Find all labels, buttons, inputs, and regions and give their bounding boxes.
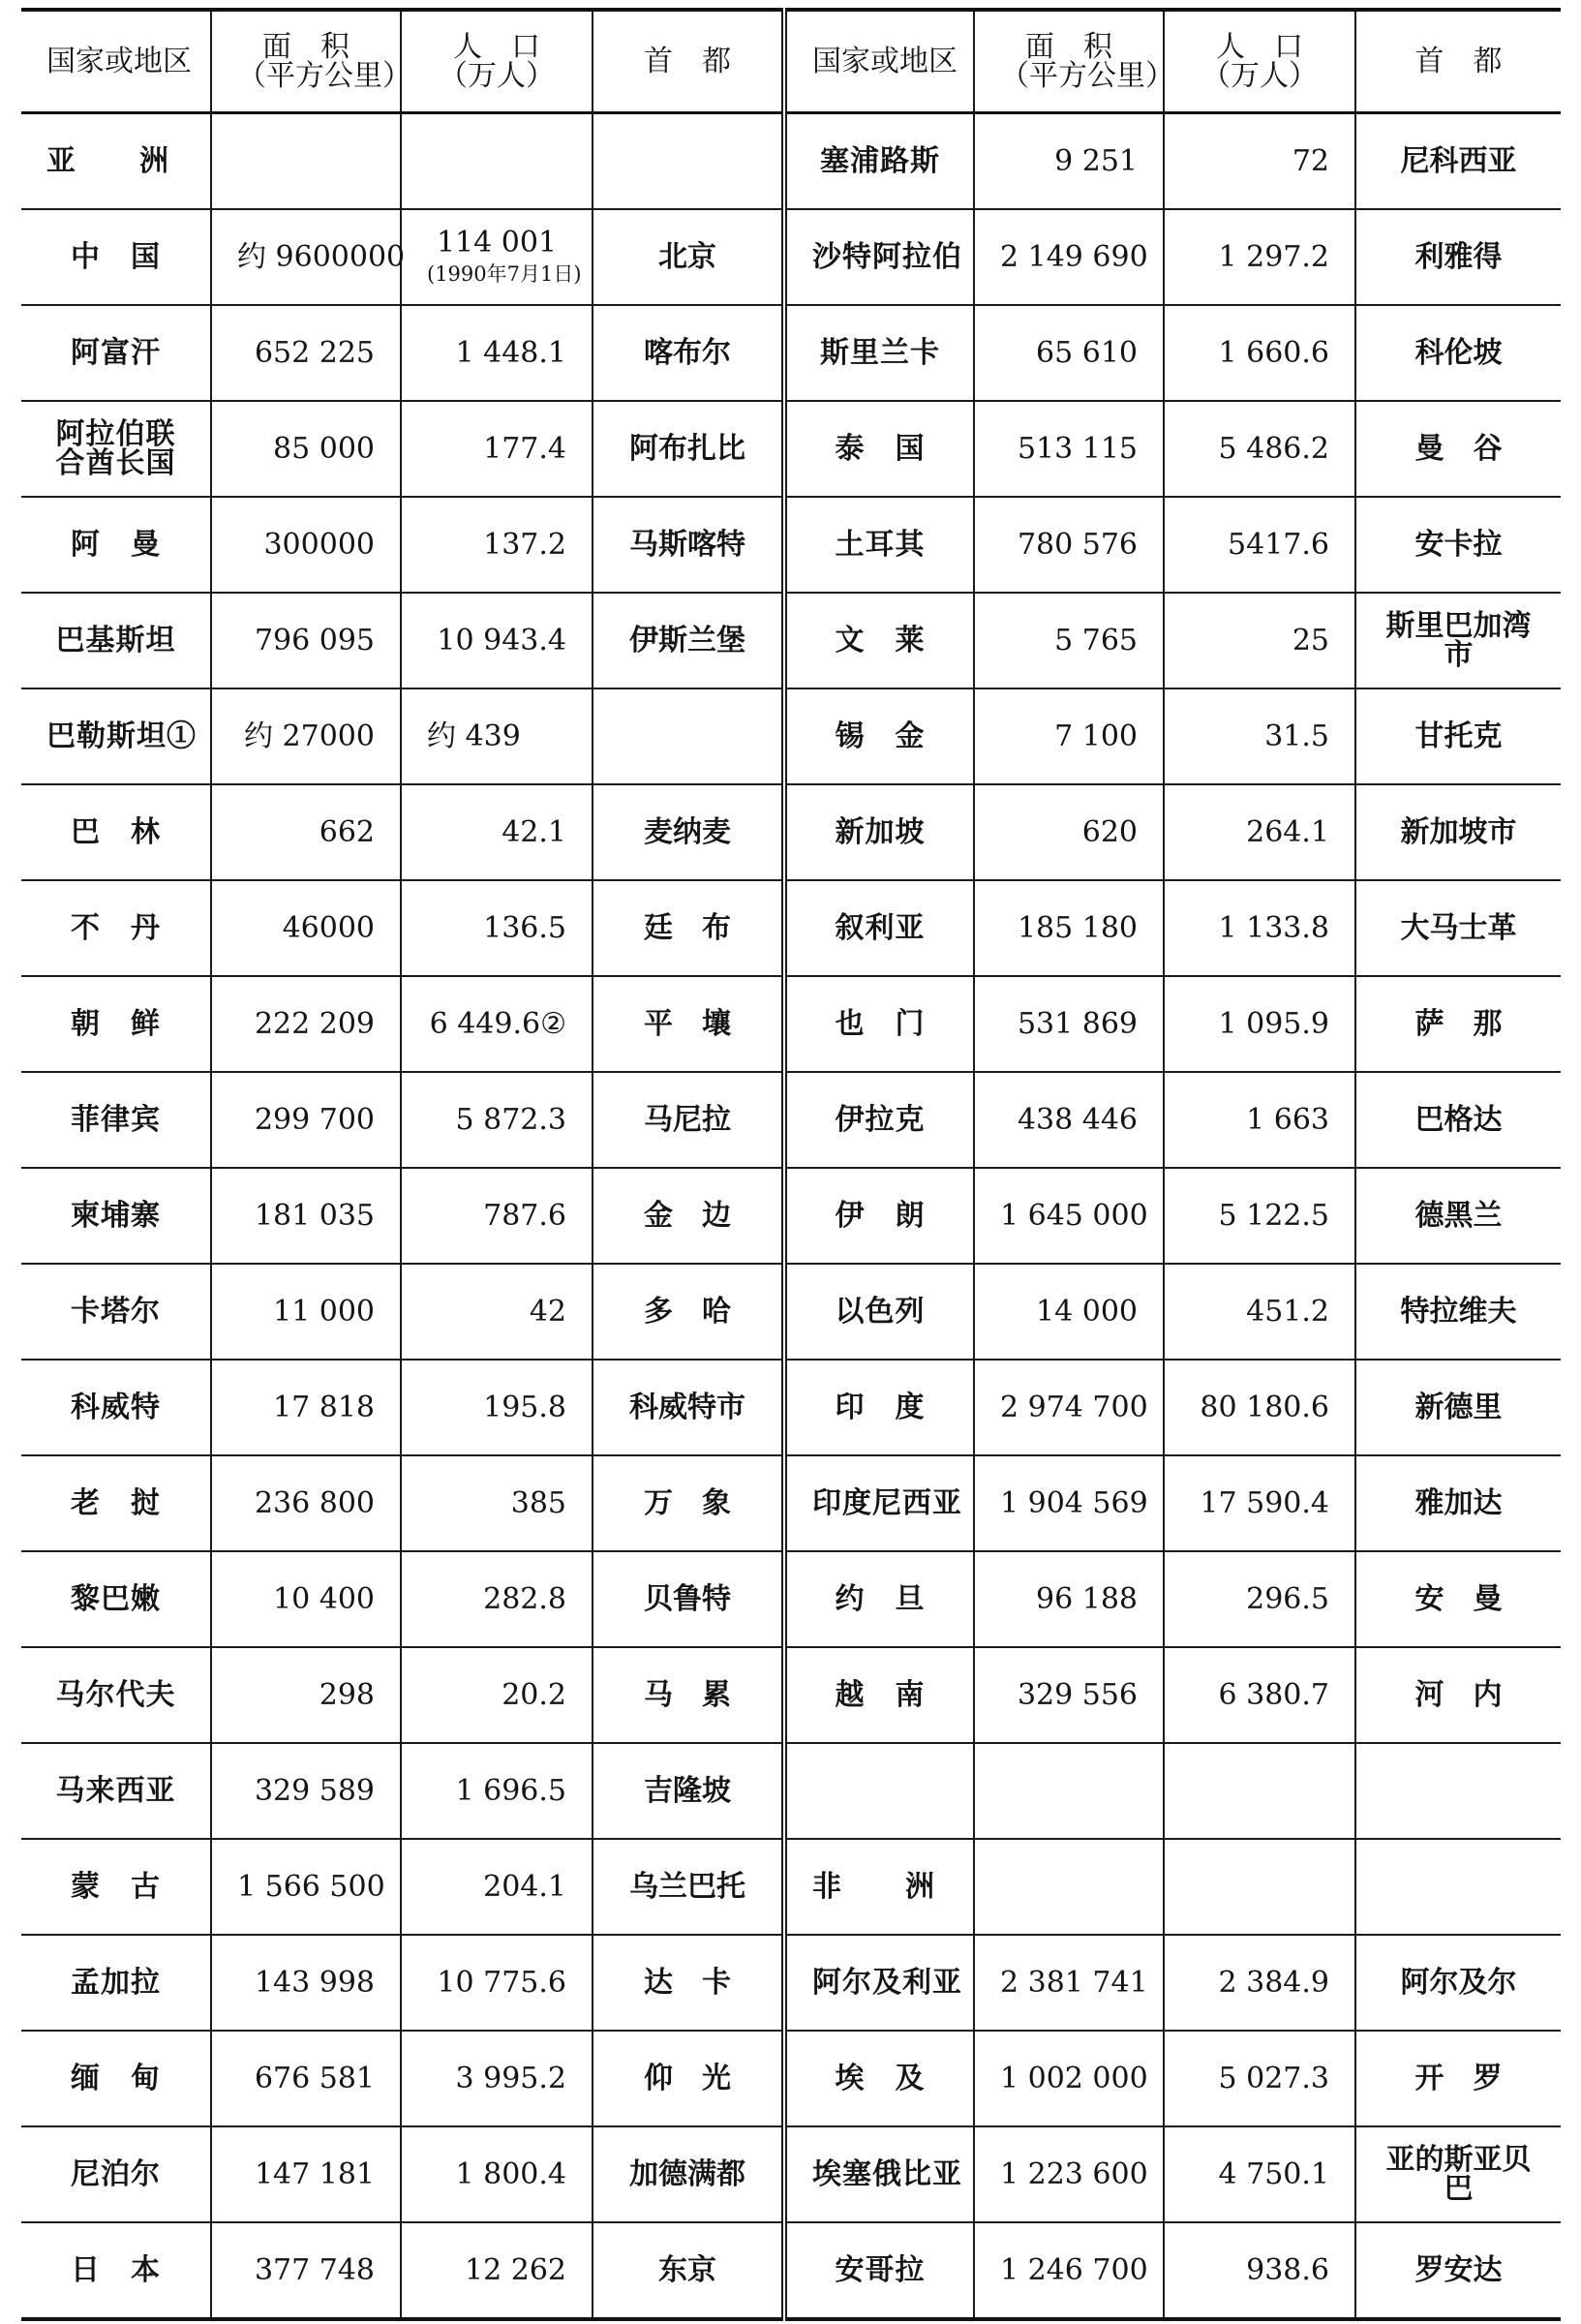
table-row	[21, 497, 1561, 593]
capital-cell: 安 曼	[1355, 1551, 1561, 1647]
table-row	[21, 880, 1561, 976]
area-cell: 620	[974, 784, 1164, 880]
area-cell: 780 576	[974, 497, 1164, 593]
capital-cell: 开 罗	[1355, 2031, 1561, 2126]
population-cell: 约 439	[401, 688, 593, 784]
country-cell: 阿富汗	[21, 305, 211, 401]
population-cell: 385	[401, 1455, 593, 1551]
capital-cell: 科伦坡	[1355, 305, 1561, 401]
area-cell: 300000	[211, 497, 401, 593]
area-cell: 652 225	[211, 305, 401, 401]
area-cell: 329 556	[974, 1647, 1164, 1743]
area-cell: 2 381 741	[974, 1935, 1164, 2031]
population-cell: 5 122.5	[1164, 1168, 1355, 1264]
header-area-unit: （平方公里）	[1000, 58, 1174, 93]
population-cell: 72	[1164, 113, 1355, 210]
country-cell: 约 旦	[784, 1551, 974, 1647]
area-cell: 11 000	[211, 1264, 401, 1360]
population-cell: 10 943.4	[401, 593, 593, 688]
capital-cell: 河 内	[1355, 1647, 1561, 1743]
country-cell: 蒙 古	[21, 1839, 211, 1935]
table-row	[21, 401, 1561, 497]
country-cell: 科威特	[21, 1360, 211, 1455]
capital-cell: 仰 光	[593, 2031, 784, 2126]
country-cell: 印 度	[784, 1360, 974, 1455]
country-cell: 不 丹	[21, 880, 211, 976]
population-cell: 31.5	[1164, 688, 1355, 784]
country-cell: 印度尼西亚	[784, 1455, 974, 1551]
table-row	[21, 1455, 1561, 1551]
country-cell: 黎巴嫩	[21, 1551, 211, 1647]
area-cell: 1 645 000	[974, 1168, 1164, 1264]
population-cell: 264.1	[1164, 784, 1355, 880]
capital-cell: 雅加达	[1355, 1455, 1561, 1551]
country-cell: 巴基斯坦	[21, 593, 211, 688]
area-cell: 14 000	[974, 1264, 1164, 1360]
country-cell: 中 国	[21, 209, 211, 305]
table-row	[21, 113, 1561, 210]
country-cell: 老 挝	[21, 1455, 211, 1551]
country-cell: 埃塞俄比亚	[784, 2126, 974, 2222]
table-row	[21, 1839, 1561, 1935]
capital-cell: 吉隆坡	[593, 1743, 784, 1839]
population-cell: 5 486.2	[1164, 401, 1355, 497]
area-cell: 7 100	[974, 688, 1164, 784]
area-cell: 1 246 700	[974, 2222, 1164, 2319]
header-area-left	[211, 10, 411, 113]
header-pop-label: 人 口	[1216, 29, 1303, 64]
country-cell	[784, 1743, 974, 1839]
population-cell: 1 800.4	[401, 2126, 593, 2222]
area-cell: 1 904 569	[974, 1455, 1164, 1551]
capital-cell	[593, 688, 784, 784]
header-area-label: 面 积	[1025, 29, 1112, 64]
table-row	[21, 2031, 1561, 2126]
country-cell: 朝 鲜	[21, 976, 211, 1072]
table-row	[21, 688, 1561, 784]
country-cell: 塞浦路斯	[784, 113, 974, 210]
table-row	[21, 2126, 1561, 2222]
capital-cell	[593, 113, 784, 210]
population-cell: 12 262	[401, 2222, 593, 2319]
area-cell: 65 610	[974, 305, 1164, 401]
table-row	[21, 1072, 1561, 1168]
population-cell: 1 660.6	[1164, 305, 1355, 401]
population-cell: 1 297.2	[1164, 209, 1355, 305]
area-cell: 222 209	[211, 976, 401, 1072]
country-cell: 土耳其	[784, 497, 974, 593]
area-cell: 147 181	[211, 2126, 401, 2222]
capital-cell: 喀布尔	[593, 305, 784, 401]
section-heading: 非 洲	[784, 1839, 974, 1935]
header-row	[21, 10, 1561, 113]
area-cell: 662	[211, 784, 401, 880]
capital-cell: 万 象	[593, 1455, 784, 1551]
country-cell: 沙特阿拉伯	[784, 209, 974, 305]
header-capital-right: 首 都	[1355, 10, 1561, 113]
table-row	[21, 1168, 1561, 1264]
area-cell: 约 27000	[211, 688, 401, 784]
area-cell: 2 149 690	[974, 209, 1164, 305]
population-cell: 177.4	[401, 401, 593, 497]
population-cell: 1 663	[1164, 1072, 1355, 1168]
header-pop-right	[1164, 10, 1355, 113]
country-cell: 伊 朗	[784, 1168, 974, 1264]
capital-cell	[1355, 1743, 1561, 1839]
population-cell: 5 027.3	[1164, 2031, 1355, 2126]
area-cell: 299 700	[211, 1072, 401, 1168]
table-row	[21, 593, 1561, 688]
population-cell: 42.1	[401, 784, 593, 880]
table-row	[21, 784, 1561, 880]
section-heading: 亚 洲	[21, 113, 211, 210]
capital-cell: 新加坡市	[1355, 784, 1561, 880]
population-cell: 10 775.6	[401, 1935, 593, 2031]
population-value: 114 001	[436, 225, 558, 260]
capital-cell: 斯里巴加湾市	[1355, 593, 1561, 688]
country-cell: 巴 林	[21, 784, 211, 880]
population-cell: 20.2	[401, 1647, 593, 1743]
country-cell: 也 门	[784, 976, 974, 1072]
country-cell: 阿尔及利亚	[784, 1935, 974, 2031]
capital-cell: 贝鲁特	[593, 1551, 784, 1647]
capital-cell: 萨 那	[1355, 976, 1561, 1072]
header-country-right: 国家或地区	[784, 10, 974, 113]
area-cell: 181 035	[211, 1168, 401, 1264]
population-date-note: (1990年7月1日)	[427, 261, 582, 286]
capital-cell: 麦纳麦	[593, 784, 784, 880]
population-cell	[1164, 1839, 1355, 1935]
population-cell: 6 380.7	[1164, 1647, 1355, 1743]
capital-cell: 安卡拉	[1355, 497, 1561, 593]
population-cell: 204.1	[401, 1839, 593, 1935]
population-cell: 17 590.4	[1164, 1455, 1355, 1551]
area-cell: 2 974 700	[974, 1360, 1164, 1455]
capital-cell: 平 壤	[593, 976, 784, 1072]
area-cell: 1 223 600	[974, 2126, 1164, 2222]
population-cell: 451.2	[1164, 1264, 1355, 1360]
area-cell: 96 188	[974, 1551, 1164, 1647]
area-cell: 236 800	[211, 1455, 401, 1551]
country-data-table	[21, 8, 1561, 2321]
population-cell	[401, 209, 593, 305]
table-row	[21, 2222, 1561, 2319]
area-cell: 796 095	[211, 593, 401, 688]
area-cell: 185 180	[974, 880, 1164, 976]
header-capital-left: 首 都	[593, 10, 784, 113]
capital-cell: 马 累	[593, 1647, 784, 1743]
header-area-unit: （平方公里）	[237, 58, 411, 93]
capital-cell: 乌兰巴托	[593, 1839, 784, 1935]
area-cell	[974, 1743, 1164, 1839]
population-cell: 25	[1164, 593, 1355, 688]
country-cell: 伊拉克	[784, 1072, 974, 1168]
country-cell: 马来西亚	[21, 1743, 211, 1839]
area-cell: 329 589	[211, 1743, 401, 1839]
table-row	[21, 1743, 1561, 1839]
country-cell: 叙利亚	[784, 880, 974, 976]
capital-cell: 伊斯兰堡	[593, 593, 784, 688]
capital-cell: 阿尔及尔	[1355, 1935, 1561, 2031]
table-row	[21, 209, 1561, 305]
table-row	[21, 1935, 1561, 2031]
area-cell: 298	[211, 1647, 401, 1743]
header-pop-unit: （万人）	[1201, 58, 1318, 93]
country-cell: 马尔代夫	[21, 1647, 211, 1743]
header-area-right	[974, 10, 1174, 113]
population-cell: 80 180.6	[1164, 1360, 1355, 1455]
country-cell: 柬埔寨	[21, 1168, 211, 1264]
country-cell: 锡 金	[784, 688, 974, 784]
capital-cell: 加德满都	[593, 2126, 784, 2222]
area-cell: 513 115	[974, 401, 1164, 497]
capital-cell: 尼科西亚	[1355, 113, 1561, 210]
population-cell: 296.5	[1164, 1551, 1355, 1647]
population-cell: 137.2	[401, 497, 593, 593]
area-cell: 377 748	[211, 2222, 401, 2319]
capital-cell: 多 哈	[593, 1264, 784, 1360]
capital-cell: 曼 谷	[1355, 401, 1561, 497]
population-cell: 2 384.9	[1164, 1935, 1355, 2031]
country-cell: 新加坡	[784, 784, 974, 880]
capital-cell: 亚的斯亚贝巴	[1355, 2126, 1561, 2222]
area-cell	[211, 113, 401, 210]
capital-cell: 德黑兰	[1355, 1168, 1561, 1264]
country-cell: 缅 甸	[21, 2031, 211, 2126]
capital-cell: 马斯喀特	[593, 497, 784, 593]
capital-cell: 达 卡	[593, 1935, 784, 2031]
table-row	[21, 1551, 1561, 1647]
population-cell: 1 095.9	[1164, 976, 1355, 1072]
population-cell: 1 448.1	[401, 305, 593, 401]
country-cell: 越 南	[784, 1647, 974, 1743]
area-cell: 85 000	[211, 401, 401, 497]
area-cell: 676 581	[211, 2031, 401, 2126]
header-pop-label: 人 口	[453, 29, 540, 64]
country-cell: 阿 曼	[21, 497, 211, 593]
capital-cell: 新德里	[1355, 1360, 1561, 1455]
population-cell: 1 696.5	[401, 1743, 593, 1839]
population-cell: 195.8	[401, 1360, 593, 1455]
capital-cell: 罗安达	[1355, 2222, 1561, 2319]
table-row	[21, 976, 1561, 1072]
capital-cell: 马尼拉	[593, 1072, 784, 1168]
table-row	[21, 1360, 1561, 1455]
population-cell: 3 995.2	[401, 2031, 593, 2126]
population-cell: 5417.6	[1164, 497, 1355, 593]
capital-cell: 利雅得	[1355, 209, 1561, 305]
country-cell: 安哥拉	[784, 2222, 974, 2319]
country-cell: 阿拉伯联合酋长国	[21, 401, 211, 497]
capital-cell: 特拉维夫	[1355, 1264, 1561, 1360]
country-cell: 尼泊尔	[21, 2126, 211, 2222]
population-cell: 787.6	[401, 1168, 593, 1264]
country-cell: 文 莱	[784, 593, 974, 688]
capital-cell: 东京	[593, 2222, 784, 2319]
capital-cell: 北京	[593, 209, 784, 305]
capital-cell: 大马士革	[1355, 880, 1561, 976]
population-cell: 1 133.8	[1164, 880, 1355, 976]
area-cell	[974, 1839, 1164, 1935]
population-cell: 6 449.6②	[401, 976, 593, 1072]
area-cell: 10 400	[211, 1551, 401, 1647]
country-cell: 斯里兰卡	[784, 305, 974, 401]
population-cell	[401, 113, 593, 210]
header-pop-left	[401, 10, 593, 113]
population-cell: 42	[401, 1264, 593, 1360]
area-cell: 17 818	[211, 1360, 401, 1455]
population-cell: 136.5	[401, 880, 593, 976]
country-cell: 巴勒斯坦①	[21, 688, 211, 784]
table-row	[21, 305, 1561, 401]
area-cell: 46000	[211, 880, 401, 976]
area-cell: 531 869	[974, 976, 1164, 1072]
country-cell: 泰 国	[784, 401, 974, 497]
area-cell: 约 9600000	[211, 209, 401, 305]
country-cell: 菲律宾	[21, 1072, 211, 1168]
country-cell: 埃 及	[784, 2031, 974, 2126]
area-cell: 1 566 500	[211, 1839, 401, 1935]
country-cell: 卡塔尔	[21, 1264, 211, 1360]
capital-cell: 廷 布	[593, 880, 784, 976]
country-cell: 日 本	[21, 2222, 211, 2319]
country-cell: 孟加拉	[21, 1935, 211, 2031]
country-cell: 以色列	[784, 1264, 974, 1360]
capital-cell: 巴格达	[1355, 1072, 1561, 1168]
area-cell: 143 998	[211, 1935, 401, 2031]
population-cell: 938.6	[1164, 2222, 1355, 2319]
table-row	[21, 1647, 1561, 1743]
population-cell	[1164, 1743, 1355, 1839]
area-cell: 1 002 000	[974, 2031, 1164, 2126]
header-pop-unit: （万人）	[439, 58, 555, 93]
population-cell: 4 750.1	[1164, 2126, 1355, 2222]
population-cell: 5 872.3	[401, 1072, 593, 1168]
capital-cell: 金 边	[593, 1168, 784, 1264]
capital-cell: 科威特市	[593, 1360, 784, 1455]
capital-cell: 阿布扎比	[593, 401, 784, 497]
table-row	[21, 1264, 1561, 1360]
population-cell: 282.8	[401, 1551, 593, 1647]
capital-cell: 甘托克	[1355, 688, 1561, 784]
capital-cell	[1355, 1839, 1561, 1935]
header-country-left: 国家或地区	[21, 10, 211, 113]
area-cell: 5 765	[974, 593, 1164, 688]
header-area-label: 面 积	[262, 29, 350, 64]
area-cell: 438 446	[974, 1072, 1164, 1168]
area-cell: 9 251	[974, 113, 1164, 210]
